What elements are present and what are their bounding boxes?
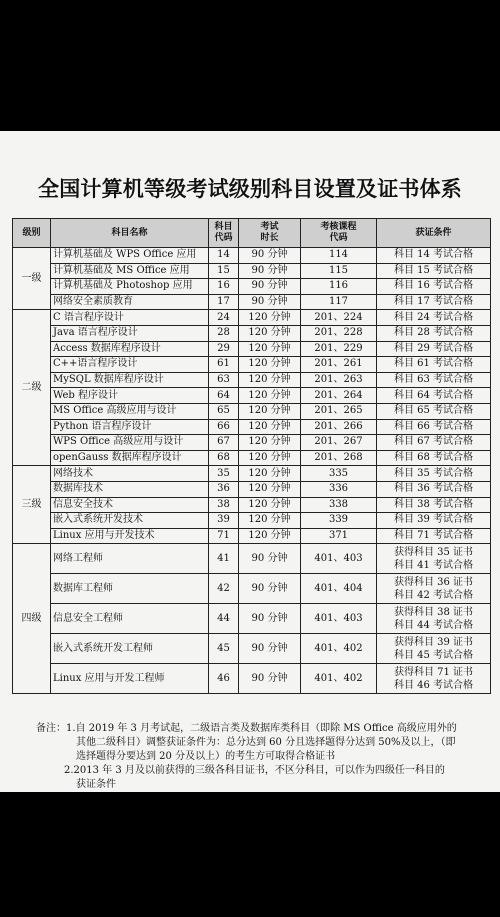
- table-row: [13, 419, 491, 435]
- condition-cell: [377, 664, 491, 694]
- course-cell: 201、265: [301, 403, 377, 419]
- exam-table: [12, 218, 491, 694]
- duration-cell: 120 分钟: [239, 497, 301, 513]
- table-row: [13, 388, 491, 404]
- note-1-line-2: 其他二级科目）调整获证条件为：总分达到 60 分且选择题得分达到 50%及以上，（即: [76, 737, 456, 748]
- duration-cell: 120 分钟: [239, 357, 301, 373]
- course-cell: 371: [301, 528, 377, 544]
- table-row: [13, 604, 491, 634]
- course-cell: 116: [301, 279, 377, 295]
- header-subject: 科目名称: [51, 219, 209, 248]
- subject-cell: Linux 应用与开发技术: [51, 528, 209, 544]
- course-cell: 114: [301, 248, 377, 264]
- condition-cell: 科目 64 考试合格: [377, 388, 491, 404]
- code-cell: 24: [209, 310, 239, 326]
- subject-cell: MySQL 数据库程序设计: [51, 372, 209, 388]
- duration-cell: 90 分钟: [239, 263, 301, 279]
- code-cell: 64: [209, 388, 239, 404]
- condition-line: 获得科目 39 证书: [393, 636, 474, 648]
- code-cell: 63: [209, 372, 239, 388]
- code-cell: 15: [209, 263, 239, 279]
- note-1-line-3: 选择题得分要达到 20 分及以上）的考生方可取得合格证书: [76, 751, 336, 762]
- condition-cell: [377, 574, 491, 604]
- table-row: [13, 263, 491, 279]
- course-cell: 401、403: [301, 604, 377, 634]
- subject-cell: 嵌入式系统开发工程师: [51, 634, 209, 664]
- course-cell: 201、264: [301, 388, 377, 404]
- subject-cell: 计算机基础及 WPS Office 应用: [51, 248, 209, 264]
- note-2-line-1: 2.2013 年 3 月及以前获得的三级各科目证书，不区分科目，可以作为四级任一科目的: [64, 765, 445, 776]
- page-title: 全国计算机等级考试级别科目设置及证书体系: [38, 177, 462, 201]
- code-cell: 28: [209, 325, 239, 341]
- subject-cell: 计算机基础及 MS Office 应用: [51, 263, 209, 279]
- condition-cell: 科目 63 考试合格: [377, 372, 491, 388]
- table-row: [13, 544, 491, 574]
- duration-cell: 120 分钟: [239, 325, 301, 341]
- subject-cell: Access 数据库程序设计: [51, 341, 209, 357]
- duration-cell: 120 分钟: [239, 450, 301, 466]
- table-row: [13, 435, 491, 451]
- header-condition: 获证条件: [377, 219, 491, 248]
- duration-cell: 90 分钟: [239, 294, 301, 310]
- duration-cell: 90 分钟: [239, 574, 301, 604]
- condition-cell: 科目 28 考试合格: [377, 325, 491, 341]
- condition-line: 科目 42 考试合格: [393, 589, 474, 601]
- course-cell: 115: [301, 263, 377, 279]
- code-cell: 66: [209, 419, 239, 435]
- subject-cell: Java 语言程序设计: [51, 325, 209, 341]
- header-code: 科目 代码: [209, 219, 239, 248]
- code-cell: 14: [209, 248, 239, 264]
- condition-cell: 科目 38 考试合格: [377, 497, 491, 513]
- table-row: [13, 513, 491, 529]
- subject-cell: 网络工程师: [51, 544, 209, 574]
- subject-cell: 网络技术: [51, 466, 209, 482]
- code-cell: 39: [209, 513, 239, 529]
- condition-line: 科目 45 考试合格: [393, 649, 474, 661]
- duration-cell: 120 分钟: [239, 435, 301, 451]
- course-cell: 201、228: [301, 325, 377, 341]
- level-cell: 一级: [13, 248, 51, 310]
- condition-cell: 科目 24 考试合格: [377, 310, 491, 326]
- condition-cell: 科目 17 考试合格: [377, 294, 491, 310]
- course-cell: 336: [301, 481, 377, 497]
- code-cell: 16: [209, 279, 239, 295]
- table-row: [13, 372, 491, 388]
- code-cell: 68: [209, 450, 239, 466]
- condition-cell: 科目 71 考试合格: [377, 528, 491, 544]
- condition-cell: [377, 634, 491, 664]
- subject-cell: 数据库工程师: [51, 574, 209, 604]
- level-cell: 四级: [13, 544, 51, 694]
- code-cell: 44: [209, 604, 239, 634]
- code-cell: 38: [209, 497, 239, 513]
- header-level: 级别: [13, 219, 51, 248]
- condition-cell: 科目 16 考试合格: [377, 279, 491, 295]
- course-cell: 201、224: [301, 310, 377, 326]
- course-cell: 401、404: [301, 574, 377, 604]
- condition-cell: 科目 67 考试合格: [377, 435, 491, 451]
- note-2-line-2: 获证条件: [76, 779, 116, 790]
- course-cell: 201、268: [301, 450, 377, 466]
- course-cell: 335: [301, 466, 377, 482]
- duration-cell: 90 分钟: [239, 664, 301, 694]
- subject-cell: 网络安全素质教育: [51, 294, 209, 310]
- course-cell: 201、267: [301, 435, 377, 451]
- level-cell: 三级: [13, 466, 51, 544]
- code-cell: 71: [209, 528, 239, 544]
- subject-cell: C++语言程序设计: [51, 357, 209, 373]
- duration-cell: 90 分钟: [239, 248, 301, 264]
- header-course: 考核课程 代码: [301, 219, 377, 248]
- subject-cell: MS Office 高级应用与设计: [51, 403, 209, 419]
- table-row: [13, 294, 491, 310]
- code-cell: 35: [209, 466, 239, 482]
- code-cell: 41: [209, 544, 239, 574]
- code-cell: 36: [209, 481, 239, 497]
- subject-cell: Linux 应用与开发工程师: [51, 664, 209, 694]
- condition-line: 获得科目 35 证书: [393, 546, 474, 558]
- condition-cell: 科目 68 考试合格: [377, 450, 491, 466]
- course-cell: 201、229: [301, 341, 377, 357]
- subject-cell: 数据库技术: [51, 481, 209, 497]
- subject-cell: WPS Office 高级应用与设计: [51, 435, 209, 451]
- duration-cell: 120 分钟: [239, 528, 301, 544]
- table-row: [13, 528, 491, 544]
- duration-cell: 120 分钟: [239, 388, 301, 404]
- note-1-line-1: 备注：1.自 2019 年 3 月考试起，二级语言类及数据库类科目（即除 MS Office 高级应用外的: [36, 723, 457, 734]
- course-cell: 401、402: [301, 634, 377, 664]
- code-cell: 65: [209, 403, 239, 419]
- duration-cell: 90 分钟: [239, 604, 301, 634]
- table-row: [13, 634, 491, 664]
- duration-cell: 120 分钟: [239, 419, 301, 435]
- document-page: [0, 131, 500, 792]
- subject-cell: Python 语言程序设计: [51, 419, 209, 435]
- subject-cell: 计算机基础及 Photoshop 应用: [51, 279, 209, 295]
- condition-line: 科目 44 考试合格: [393, 619, 474, 631]
- course-cell: 201、266: [301, 419, 377, 435]
- code-cell: 42: [209, 574, 239, 604]
- table-row: [13, 466, 491, 482]
- duration-cell: 120 分钟: [239, 372, 301, 388]
- condition-cell: 科目 61 考试合格: [377, 357, 491, 373]
- code-cell: 61: [209, 357, 239, 373]
- code-cell: 17: [209, 294, 239, 310]
- course-cell: 338: [301, 497, 377, 513]
- subject-cell: 嵌入式系统开发技术: [51, 513, 209, 529]
- table-row: [13, 279, 491, 295]
- notes: [36, 722, 486, 792]
- code-cell: 29: [209, 341, 239, 357]
- condition-line: 科目 41 考试合格: [393, 559, 474, 571]
- table-row: [13, 357, 491, 373]
- condition-cell: 科目 65 考试合格: [377, 403, 491, 419]
- code-cell: 46: [209, 664, 239, 694]
- duration-cell: 120 分钟: [239, 466, 301, 482]
- duration-cell: 120 分钟: [239, 310, 301, 326]
- header-duration: 考试 时长: [239, 219, 301, 248]
- subject-cell: 信息安全工程师: [51, 604, 209, 634]
- condition-cell: 科目 35 考试合格: [377, 466, 491, 482]
- condition-cell: [377, 544, 491, 574]
- duration-cell: 90 分钟: [239, 634, 301, 664]
- level-cell: 二级: [13, 310, 51, 466]
- duration-cell: 90 分钟: [239, 279, 301, 295]
- table-row: [13, 574, 491, 604]
- table-row: [13, 450, 491, 466]
- condition-line: 获得科目 36 证书: [393, 576, 474, 588]
- course-cell: 201、263: [301, 372, 377, 388]
- condition-cell: 科目 39 考试合格: [377, 513, 491, 529]
- table-row: [13, 325, 491, 341]
- condition-line: 获得科目 71 证书: [393, 666, 474, 678]
- subject-cell: C 语言程序设计: [51, 310, 209, 326]
- condition-cell: 科目 14 考试合格: [377, 248, 491, 264]
- duration-cell: 90 分钟: [239, 544, 301, 574]
- table-row: [13, 497, 491, 513]
- course-cell: 401、402: [301, 664, 377, 694]
- table-row: [13, 341, 491, 357]
- code-cell: 67: [209, 435, 239, 451]
- condition-cell: 科目 29 考试合格: [377, 341, 491, 357]
- table-row: [13, 481, 491, 497]
- duration-cell: 120 分钟: [239, 513, 301, 529]
- subject-cell: 信息安全技术: [51, 497, 209, 513]
- subject-cell: openGauss 数据库程序设计: [51, 450, 209, 466]
- table-row: [13, 310, 491, 326]
- table-row: [13, 248, 491, 264]
- duration-cell: 120 分钟: [239, 341, 301, 357]
- course-cell: 339: [301, 513, 377, 529]
- condition-line: 获得科目 38 证书: [393, 606, 474, 618]
- table-row: [13, 664, 491, 694]
- condition-cell: 科目 15 考试合格: [377, 263, 491, 279]
- condition-line: 科目 46 考试合格: [393, 679, 474, 691]
- condition-cell: [377, 604, 491, 634]
- course-cell: 401、403: [301, 544, 377, 574]
- course-cell: 201、261: [301, 357, 377, 373]
- code-cell: 45: [209, 634, 239, 664]
- duration-cell: 120 分钟: [239, 403, 301, 419]
- duration-cell: 120 分钟: [239, 481, 301, 497]
- condition-cell: 科目 36 考试合格: [377, 481, 491, 497]
- table-row: [13, 403, 491, 419]
- subject-cell: Web 程序设计: [51, 388, 209, 404]
- condition-cell: 科目 66 考试合格: [377, 419, 491, 435]
- table-header-row: [13, 219, 491, 248]
- course-cell: 117: [301, 294, 377, 310]
